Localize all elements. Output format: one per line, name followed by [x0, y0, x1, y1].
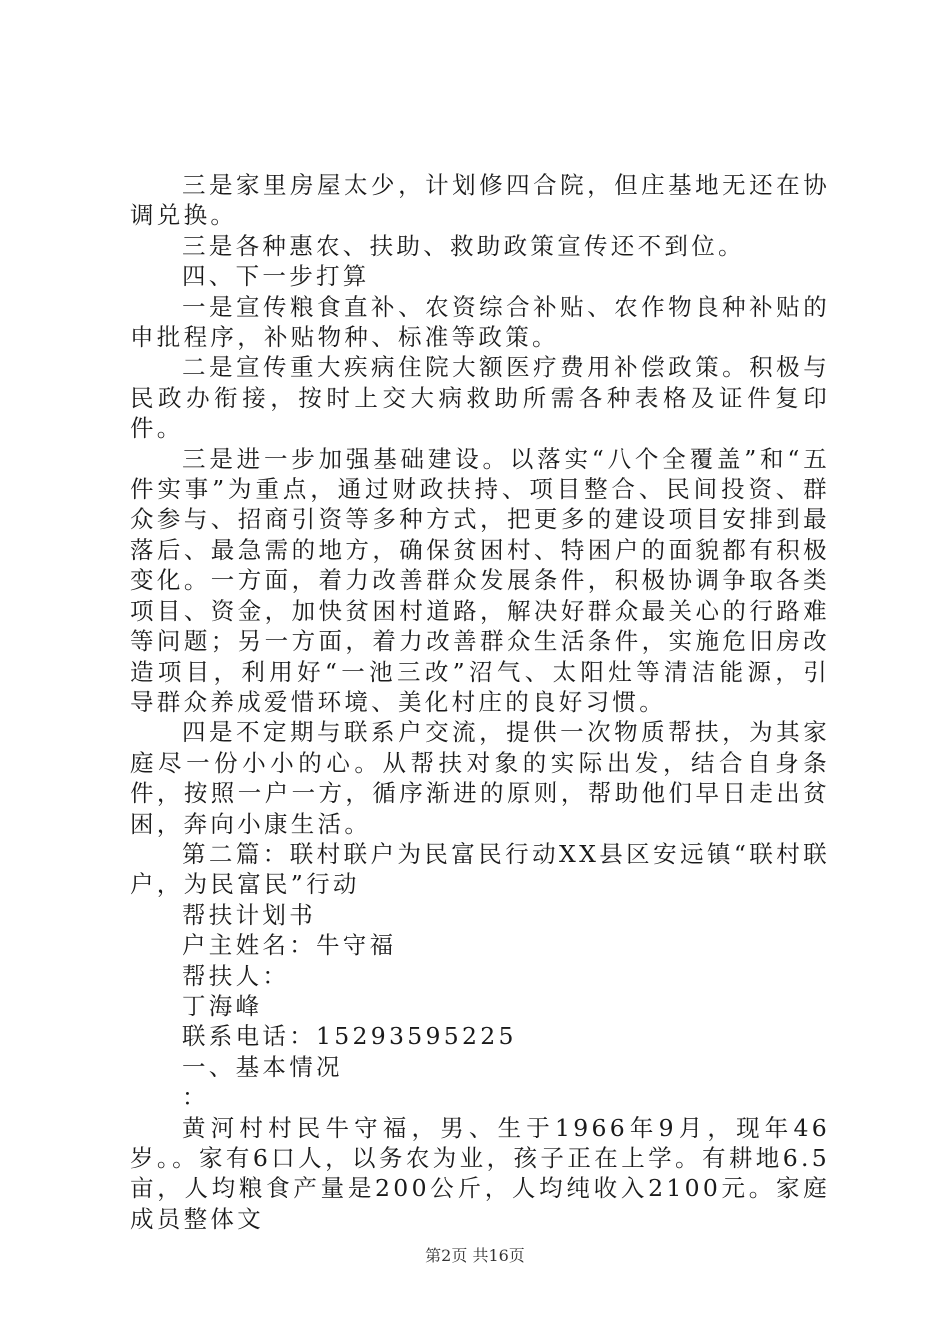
page-footer: 第2页 共16页 [425, 1246, 525, 1265]
paragraph: 二是宣传重大疾病住院大额医疗费用补偿政策。积极与民政办衔接，按时上交大病救助所需各种表格及证件复印件。 [130, 353, 830, 443]
helper-name: 丁海峰 [182, 991, 263, 1020]
section-heading: 四、下一步打算 [182, 262, 370, 291]
body-text [130, 170, 830, 1234]
paragraph: 三是进一步加强基础建设。以落实“八个全覆盖”和“五件实事”为重点，通过财政扶持、项目整合、民间投资、群众参与、招商引资等多种方式，把更多的建设项目安排到最落后、最急需的地方，确保贫困村、特困户的面貌都有积极变化。一方面，着力改善群众发展条件，积极协调争取各类项目、资金，加快贫困村道路，解决好群众最关心的行路难等问题；另一方面，着力改善群众生活条件，实施危旧房改造项目，利用好“一池三改”沼气、太阳灶等清洁能源，引导群众养成爱惜环境、美化村庄的良好习惯。 [130, 444, 830, 716]
paragraph: 三是家里房屋太少，计划修四合院，但庄基地无还在协调兑换。 [130, 171, 830, 230]
paragraph: 黄河村村民牛守福，男、生于1966年9月，现年46岁。。家有6口人，以务农为业，孩子正在上学。有耕地6.5亩，人均粮食产量是200公斤，人均纯收入2100元。家庭成员整体文 [130, 1113, 830, 1233]
paragraph: 四是不定期与联系户交流，提供一次物质帮扶，为其家庭尽一份小小的心。从帮扶对象的实际出发，结合自身条件，按照一户一方，循序渐进的原则，帮助他们早日走出贫困，奔向小康生活。 [130, 718, 830, 838]
section-heading: 一、基本情况 [182, 1052, 343, 1081]
householder-name: 户主姓名：牛守福 [182, 931, 397, 960]
paragraph: 一是宣传粮食直补、农资综合补贴、农作物良种补贴的申批程序，补贴物种、标准等政策。 [130, 292, 830, 352]
paragraph: 三是各种惠农、扶助、救助政策宣传还不到位。 [182, 231, 745, 260]
colon-line: ： [182, 1083, 209, 1112]
plan-title: 帮扶计划书 [182, 900, 316, 929]
helper-label: 帮扶人： [182, 961, 290, 990]
contact-phone: 联系电话：15293595225 [182, 1022, 517, 1051]
chapter-title: 第二篇：联村联户为民富民行动XX县区安远镇“联村联户，为民富民”行动 [130, 839, 830, 899]
